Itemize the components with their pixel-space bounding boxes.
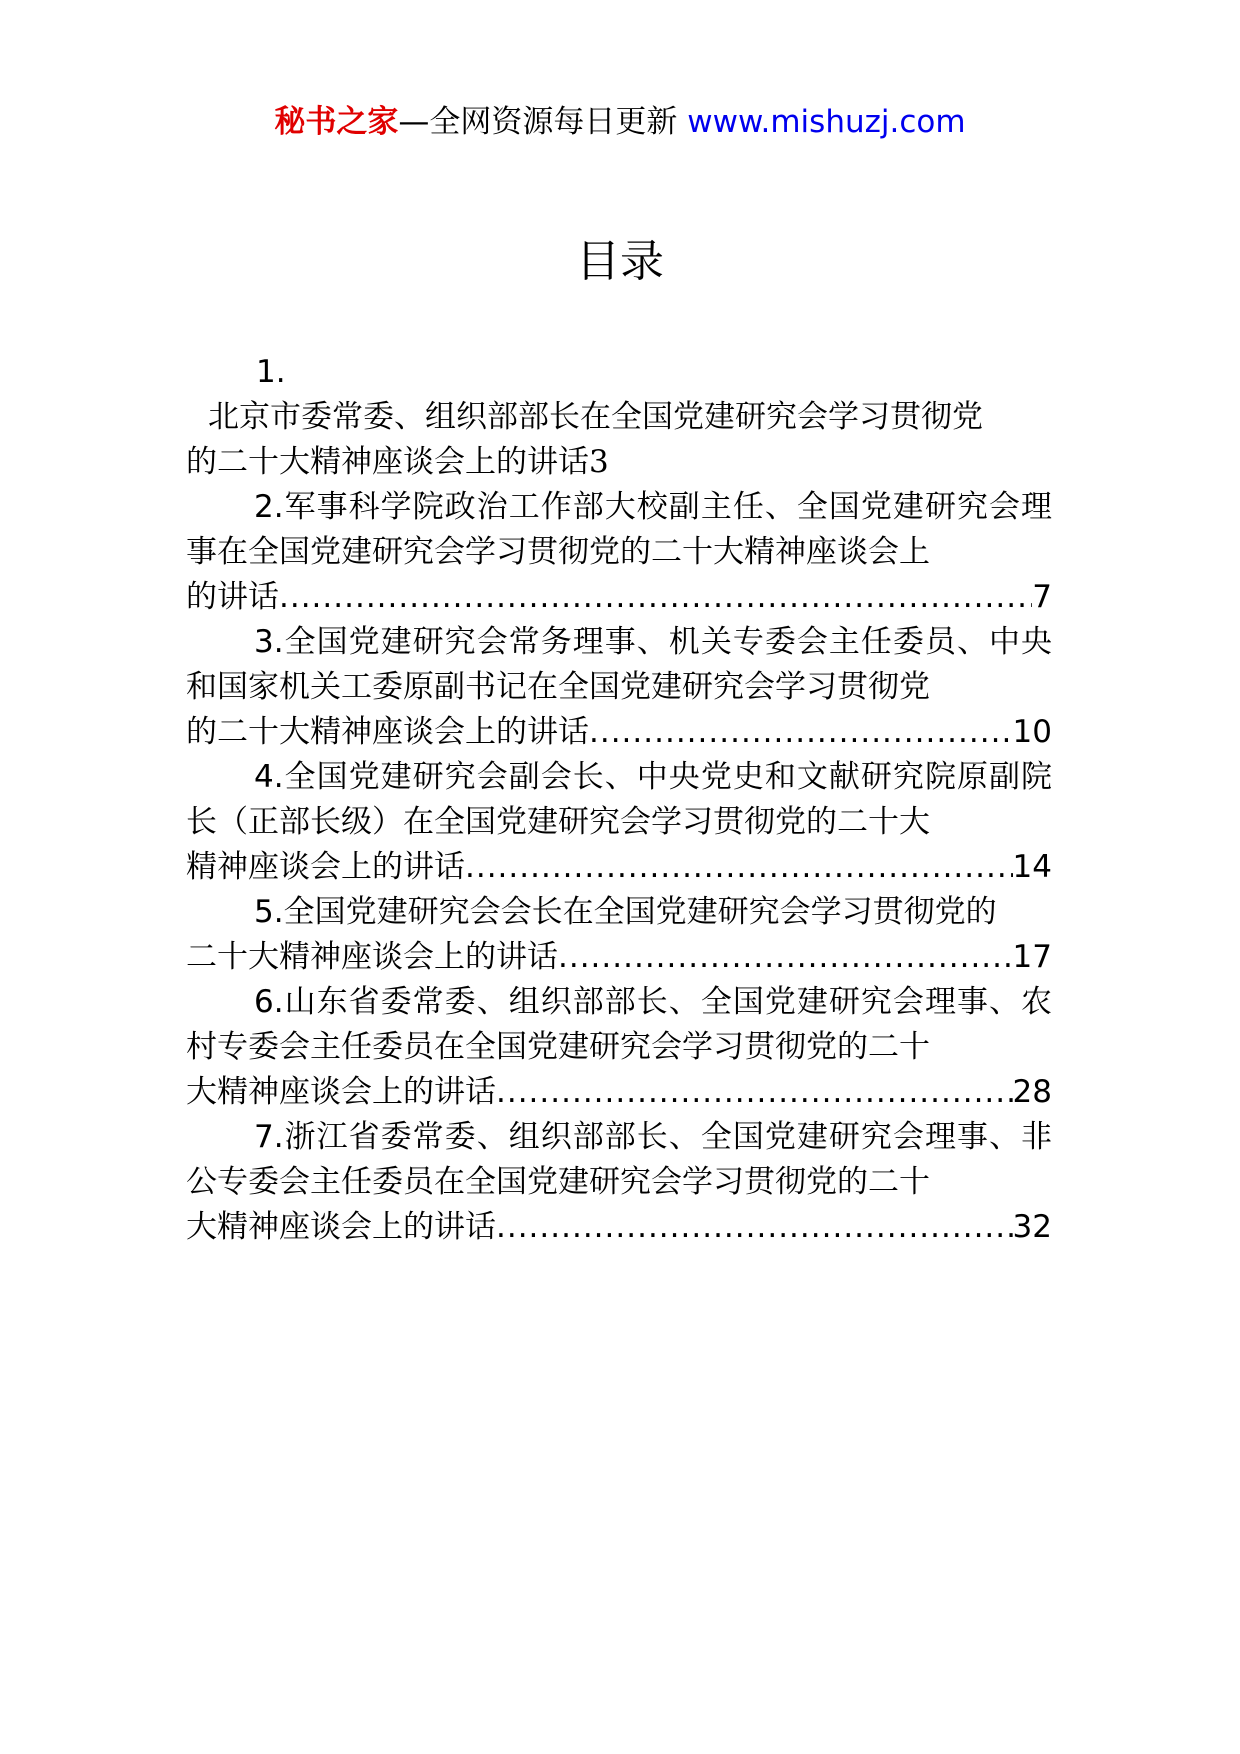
toc-entry-last-line [186, 710, 1052, 755]
toc-page-number: 28 [1012, 1074, 1052, 1110]
toc-entry-3[interactable] [186, 620, 1052, 755]
toc-entry-last-line [186, 575, 1052, 620]
toc-page-number: 14 [1012, 849, 1052, 885]
dot-leader [496, 1205, 1013, 1250]
toc-entry-1[interactable] [186, 350, 1052, 485]
toc-entry-7[interactable] [186, 1115, 1052, 1250]
toc-entry-number: 1. [256, 354, 286, 390]
toc-page-number: 7 [1032, 579, 1052, 615]
toc-entry-last-line [186, 1070, 1052, 1115]
table-of-contents [186, 350, 1052, 1250]
toc-entry-2[interactable] [186, 485, 1052, 620]
toc-entry-last-line [186, 845, 1052, 890]
site-banner [0, 100, 1240, 144]
toc-entry-4[interactable] [186, 755, 1052, 890]
dot-leader [465, 845, 1013, 890]
toc-entry-5[interactable] [186, 890, 1052, 980]
toc-entry-tail: 二十大精神座谈会上的讲话 [186, 939, 558, 975]
brand-name: 秘书之家 [274, 104, 399, 140]
dot-leader [589, 710, 1013, 755]
toc-entry-last-line [186, 935, 1052, 980]
toc-entry-text: 7.浙江省委常委、组织部部长、全国党建研究会理事、非公专委会主任委员在全国党建研究会学习贯彻党的二十 [186, 1119, 1052, 1200]
toc-entry-tail: 的二十大精神座谈会上的讲话 [186, 714, 589, 750]
dot-leader [279, 575, 1032, 620]
toc-entry-text: 5.全国党建研究会会长在全国党建研究会学习贯彻党的 [254, 894, 997, 930]
toc-entry-tail: 的讲话 [186, 579, 279, 615]
dot-leader [558, 935, 1013, 980]
toc-entry-text: 2.军事科学院政治工作部大校副主任、全国党建研究会理事在全国党建研究会学习贯彻党的二十大精神座谈会上 [186, 489, 1052, 570]
banner-slogan: —全网资源每日更新 [398, 104, 678, 140]
toc-entry-text: 3.全国党建研究会常务理事、机关专委会主任委员、中央和国家机关工委原副书记在全国党建研究会学习贯彻党 [186, 624, 1052, 705]
toc-entry-text: 北京市委常委、组织部部长在全国党建研究会学习贯彻党 [208, 399, 983, 435]
toc-page-number: 17 [1012, 939, 1052, 975]
toc-page-number: 3 [589, 444, 609, 480]
dot-leader [496, 1070, 1013, 1115]
toc-entry-last-line [186, 440, 1052, 485]
toc-page-number: 32 [1012, 1209, 1052, 1245]
toc-entry-text: 6.山东省委常委、组织部部长、全国党建研究会理事、农村专委会主任委员在全国党建研究会学习贯彻党的二十 [186, 984, 1052, 1065]
toc-page-number: 10 [1012, 714, 1052, 750]
toc-entry-tail: 的二十大精神座谈会上的讲话 [186, 444, 589, 480]
toc-entry-tail: 精神座谈会上的讲话 [186, 849, 465, 885]
site-url-link[interactable]: www.mishuzj.com [687, 104, 966, 140]
toc-entry-tail: 大精神座谈会上的讲话 [186, 1209, 496, 1245]
toc-entry-last-line [186, 1205, 1052, 1250]
toc-entry-6[interactable] [186, 980, 1052, 1115]
page-title: 目录 [576, 236, 664, 287]
toc-entry-text: 4.全国党建研究会副会长、中央党史和文献研究院原副院长（正部长级）在全国党建研究会学习贯彻党的二十大 [186, 759, 1052, 840]
toc-entry-tail: 大精神座谈会上的讲话 [186, 1074, 496, 1110]
